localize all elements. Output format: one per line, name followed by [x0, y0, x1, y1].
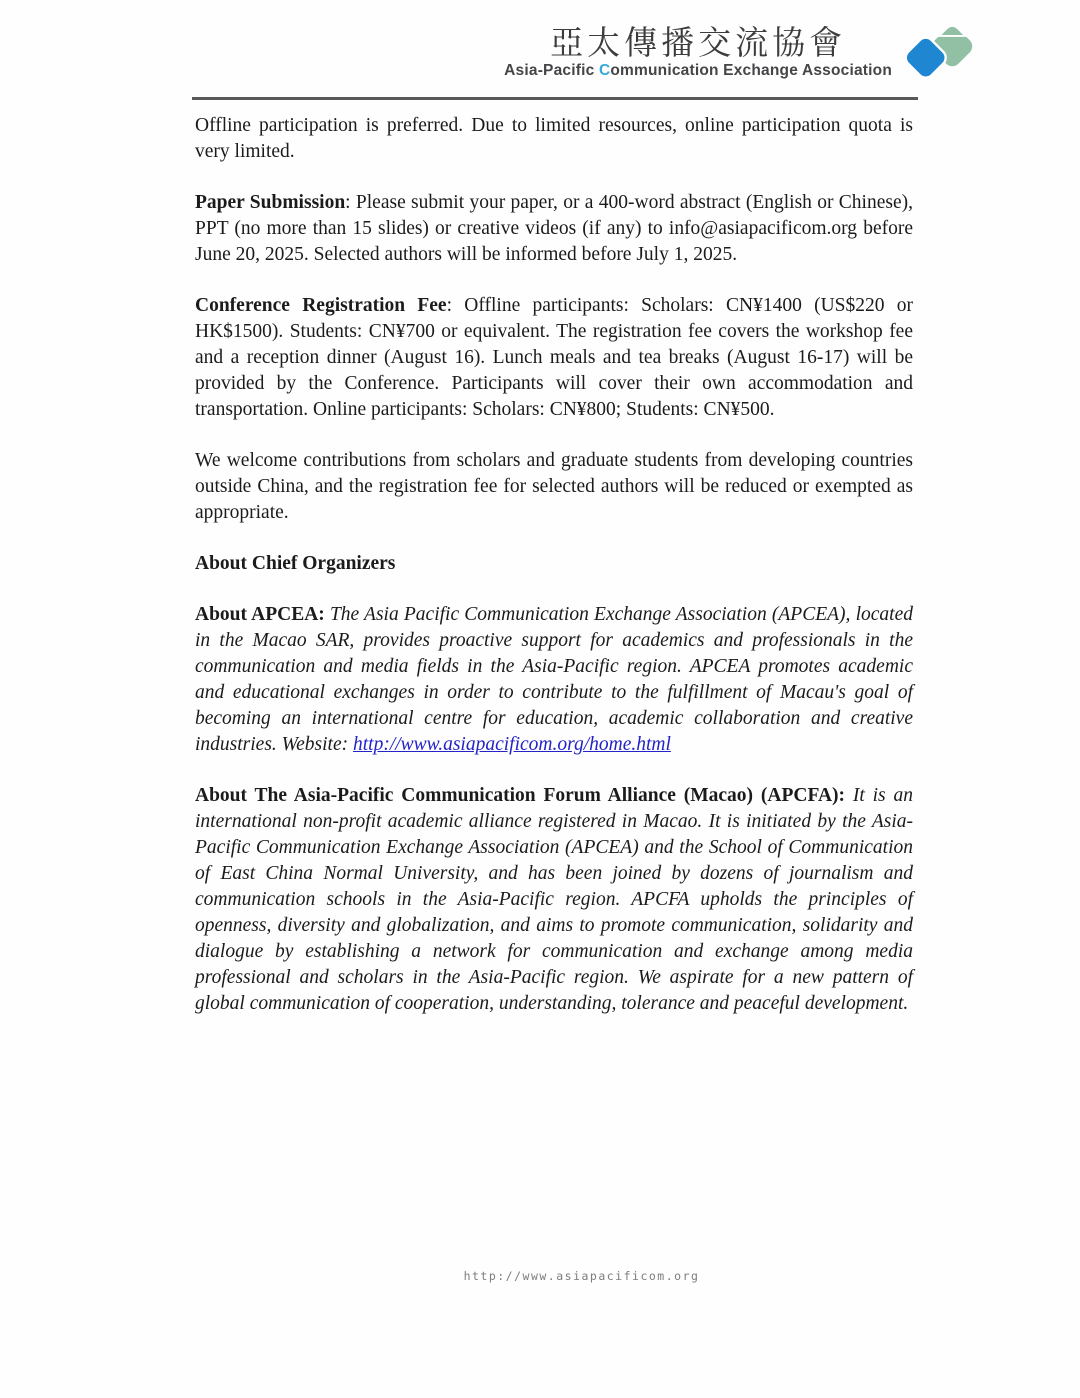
about-apcea-text: The Asia Pacific Communication Exchange Association (APCEA), located in the Macao SAR, provides proactive support for academics and professionals in the communication and media fields in the Asia-Pacific region. APCEA promotes academic and educational exchanges in order to contribute to the fulfillment of Macau's goal of becoming an international centre for education, academic collaboration and creative industries. Website: — [195, 604, 913, 755]
apcea-logo-icon — [902, 20, 976, 84]
welcome-contributions-text: We welcome contributions from scholars and graduate students from developing countries outside China, and the registration fee for selected authors will be reduced or exempted as appropriate. — [195, 450, 913, 523]
document-body — [195, 113, 913, 1017]
registration-fee-label: Conference Registration Fee — [195, 295, 447, 316]
apcea-website-link[interactable]: http://www.asiapacificom.org/home.html — [352, 734, 671, 755]
paragraph-offline-participation — [195, 113, 913, 165]
about-apcfa-label: About The Asia-Pacific Communication Forum Alliance (Macao) (APCFA): — [195, 785, 846, 806]
paragraph-paper-submission — [195, 190, 913, 268]
brand-name-chinese: 亞太傳播交流協會 — [550, 23, 847, 61]
offline-participation-text: Offline participation is preferred. Due to limited resources, online participation quota is very limited. — [195, 115, 913, 162]
brand-en-pre: Asia-Pacific — [504, 61, 599, 79]
brand-name-english — [504, 61, 892, 80]
paragraph-registration-fee — [195, 293, 913, 423]
brand-en-highlight: C — [598, 61, 611, 79]
registration-fee-text: : Offline participants: Scholars: CN¥1400 (US$220 or HK$1500). Students: CN¥700 or equivalent. The registration fee covers the workshop fee and a reception dinner (August 16). Lunch meals and tea breaks (August 16-17) will be provided by the Conference. Participants will cover their own accommodation and transportation. Online participants: Scholars: CN¥800; Students: CN¥500. — [195, 295, 914, 420]
header-divider-rule — [192, 97, 918, 100]
brand-en-post: ommunication Exchange Association — [610, 61, 892, 79]
paragraph-welcome-contributions — [195, 448, 913, 526]
about-apcea-label: About APCEA: — [195, 604, 325, 625]
paper-submission-label: Paper Submission — [195, 192, 346, 213]
paragraph-about-apcfa — [195, 783, 913, 1017]
footer-url: http://www.asiapacificom.org — [463, 1269, 700, 1283]
header — [0, 0, 1080, 84]
paper-submission-text: : Please submit your paper, or a 400-word abstract (English or Chinese), PPT (no more than 15 slides) or creative videos (if any) to info@asiapacificom.org before June 20, 2025. Selected authors will be informed before July 1, 2025. — [195, 192, 913, 265]
heading-about-chief-organizers: About Chief Organizers — [195, 553, 396, 574]
about-apcfa-text: It is an international non-profit academic alliance registered in Macao. It is initiated by the Asia-Pacific Communication Exchange Association (APCEA) and the School of Communication of East China Normal University, and has been joined by dozens of journalism and communication schools in the Asia-Pacific region. APCFA upholds the principles of openness, diversity and globalization, and aims to promote communication, solidarity and dialogue by establishing a network for communication and exchange among media professional and scholars in the Asia-Pacific region. We aspirate for a new pattern of global communication of cooperation, understanding, tolerance and peaceful development. — [195, 785, 913, 1014]
paragraph-about-apcea — [195, 602, 913, 758]
brand-text-block — [504, 25, 892, 80]
